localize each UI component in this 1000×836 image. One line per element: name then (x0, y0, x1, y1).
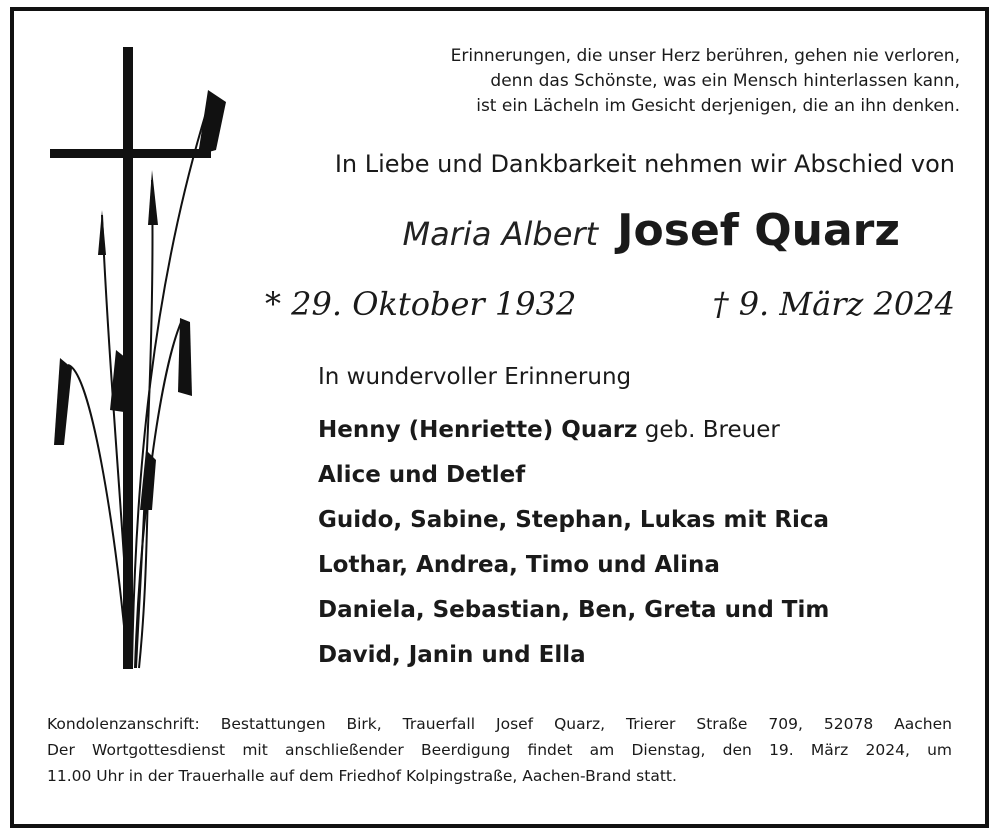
poem-line: ist ein Lächeln im Gesicht derjenigen, die an ihn denken. (476, 96, 960, 116)
poem-line: Erinnerungen, die unser Herz berühren, gehen nie verloren, (450, 46, 960, 66)
memorial-poem (400, 44, 960, 119)
remembrance-heading: In wundervoller Erinnerung (318, 364, 632, 390)
mourner-names: Daniela, Sebastian, Ben, Greta und Tim (318, 597, 830, 623)
service-details-line1: Der Wortgottesdienst mit anschließender Beerdigung findet am Dienstag, den 19. März 2024, um (47, 741, 952, 759)
birth-date: * 29. Oktober 1932 (265, 285, 577, 323)
mourner-names: David, Janin und Ella (318, 642, 586, 668)
cross-with-wheat-icon (40, 40, 230, 680)
mourner-row (318, 414, 958, 459)
given-names: Maria Albert (402, 215, 599, 253)
footer-info (47, 711, 952, 789)
deceased-name (250, 205, 900, 256)
mourner-note: geb. Breuer (637, 417, 780, 443)
mourner-names: Henny (Henriette) Quarz (318, 417, 638, 443)
mourner-names: Guido, Sabine, Stephan, Lukas mit Rica (318, 507, 830, 533)
mourner-row (318, 639, 958, 684)
mourner-row (318, 504, 958, 549)
full-name: Josef Quarz (617, 205, 900, 256)
mourner-row (318, 459, 958, 504)
mourner-row (318, 594, 958, 639)
service-details-line2: 11.00 Uhr in der Trauerhalle auf dem Friedhof Kolpingstraße, Aachen-Brand statt. (47, 767, 677, 785)
mourner-names: Alice und Detlef (318, 462, 526, 488)
farewell-intro: In Liebe und Dankbarkeit nehmen wir Abschied von (334, 150, 955, 178)
condolence-address: Kondolenzanschrift: Bestattungen Birk, Trauerfall Josef Quarz, Trierer Straße 709, 52078 Aachen (47, 715, 952, 733)
mourners-list (318, 414, 958, 684)
death-date: † 9. März 2024 (712, 285, 955, 323)
mourner-names: Lothar, Andrea, Timo und Alina (318, 552, 720, 578)
poem-line: denn das Schönste, was ein Mensch hinterlassen kann, (490, 71, 960, 91)
mourner-row (318, 549, 958, 594)
